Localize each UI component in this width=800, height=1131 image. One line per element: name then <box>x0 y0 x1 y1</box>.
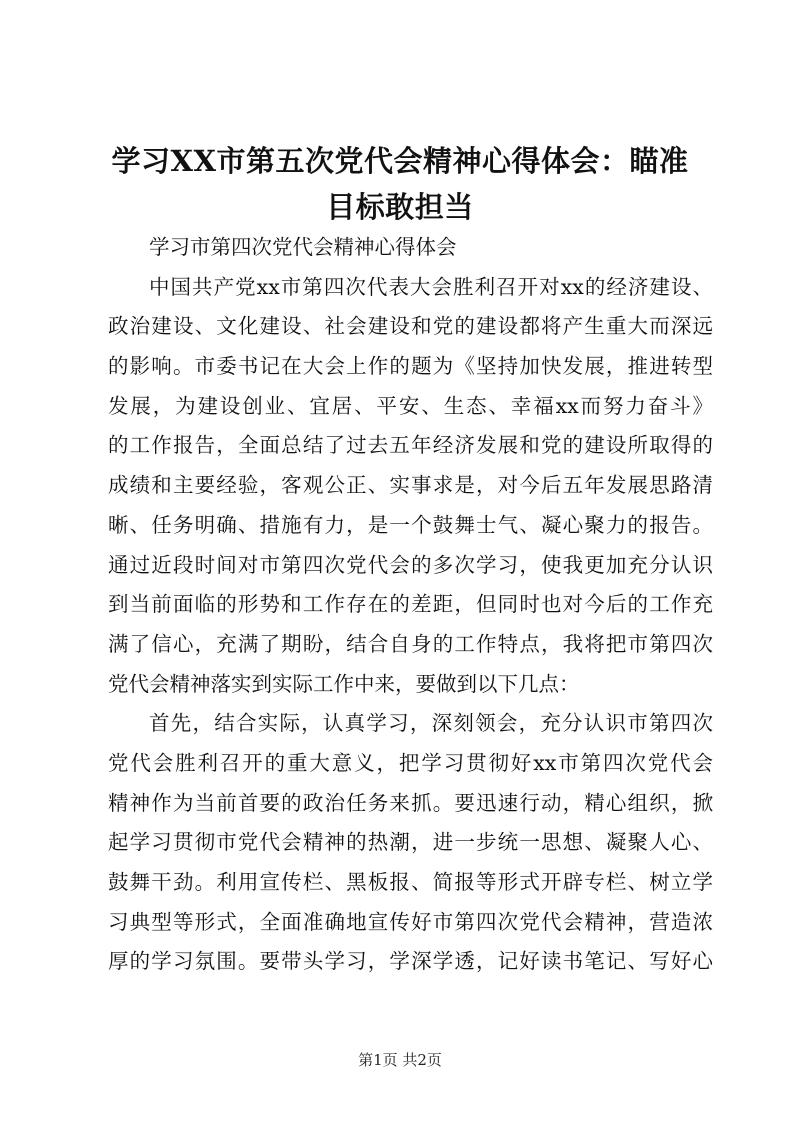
paragraph-line: 的工作报告，全面总结了过去五年经济发展和党的建设所取得的 <box>108 433 713 458</box>
paragraph-line: 发展，为建设创业、宜居、平安、生态、幸福xx而努力奋斗》 <box>108 393 713 418</box>
paragraph-line: 晰、任务明确、措施有力，是一个鼓舞士气、凝心聚力的报告。 <box>108 512 713 537</box>
paragraph-line: 首先，结合实际，认真学习，深刻领会，充分认识市第四次 <box>149 711 713 736</box>
paragraph-line: 党代会胜利召开的重大意义，把学习贯彻好xx市第四次党代会 <box>108 750 713 775</box>
paragraph-line: 成绩和主要经验，客观公正、实事求是，对今后五年发展思路清 <box>108 473 713 498</box>
paragraph-line: 到当前面临的形势和工作存在的差距，但同时也对今后的工作充 <box>108 592 713 617</box>
paragraph-line: 党代会精神落实到实际工作中来，要做到以下几点： <box>108 671 580 696</box>
paragraph-line: 精神作为当前首要的政治任务来抓。要迅速行动，精心组织，掀 <box>108 790 713 815</box>
paragraph-line: 满了信心，充满了期盼，结合自身的工作特点，我将把市第四次 <box>108 631 713 656</box>
paragraph-2 <box>108 704 713 982</box>
paragraph-line: 通过近段时间对市第四次党代会的多次学习，使我更加充分认识 <box>108 552 713 577</box>
paragraph-line: 习典型等形式，全面准确地宣传好市第四次党代会精神，营造浓 <box>108 909 713 934</box>
paragraph-line: 鼓舞干劲。利用宣传栏、黑板报、简报等形式开辟专栏、树立学 <box>108 870 713 894</box>
paragraph-1 <box>108 268 713 705</box>
document-body <box>108 228 713 982</box>
paragraph-line: 厚的学习氛围。要带头学习，学深学透，记好读书笔记、写好心 <box>108 949 713 974</box>
document-title <box>100 138 700 230</box>
title-line: 目标敢担当 <box>326 190 474 224</box>
title-line: 学习XX市第五次党代会精神心得体会：瞄准 <box>111 144 689 178</box>
paragraph-line: 中国共产党xx市第四次代表大会胜利召开对xx的经济建设、 <box>149 274 713 299</box>
paragraph-line: 起学习贯彻市党代会精神的热潮，进一步统一思想、凝聚人心、 <box>108 830 713 855</box>
page-number-footer: 第1页 共2页 <box>358 1051 442 1069</box>
paragraph-line: 政治建设、文化建设、社会建设和党的建设都将产生重大而深远 <box>108 314 713 339</box>
paragraph-line: 的影响。市委书记在大会上作的题为《坚持加快发展，推进转型 <box>108 354 713 379</box>
subtitle: 学习市第四次党代会精神心得体会 <box>149 235 457 259</box>
